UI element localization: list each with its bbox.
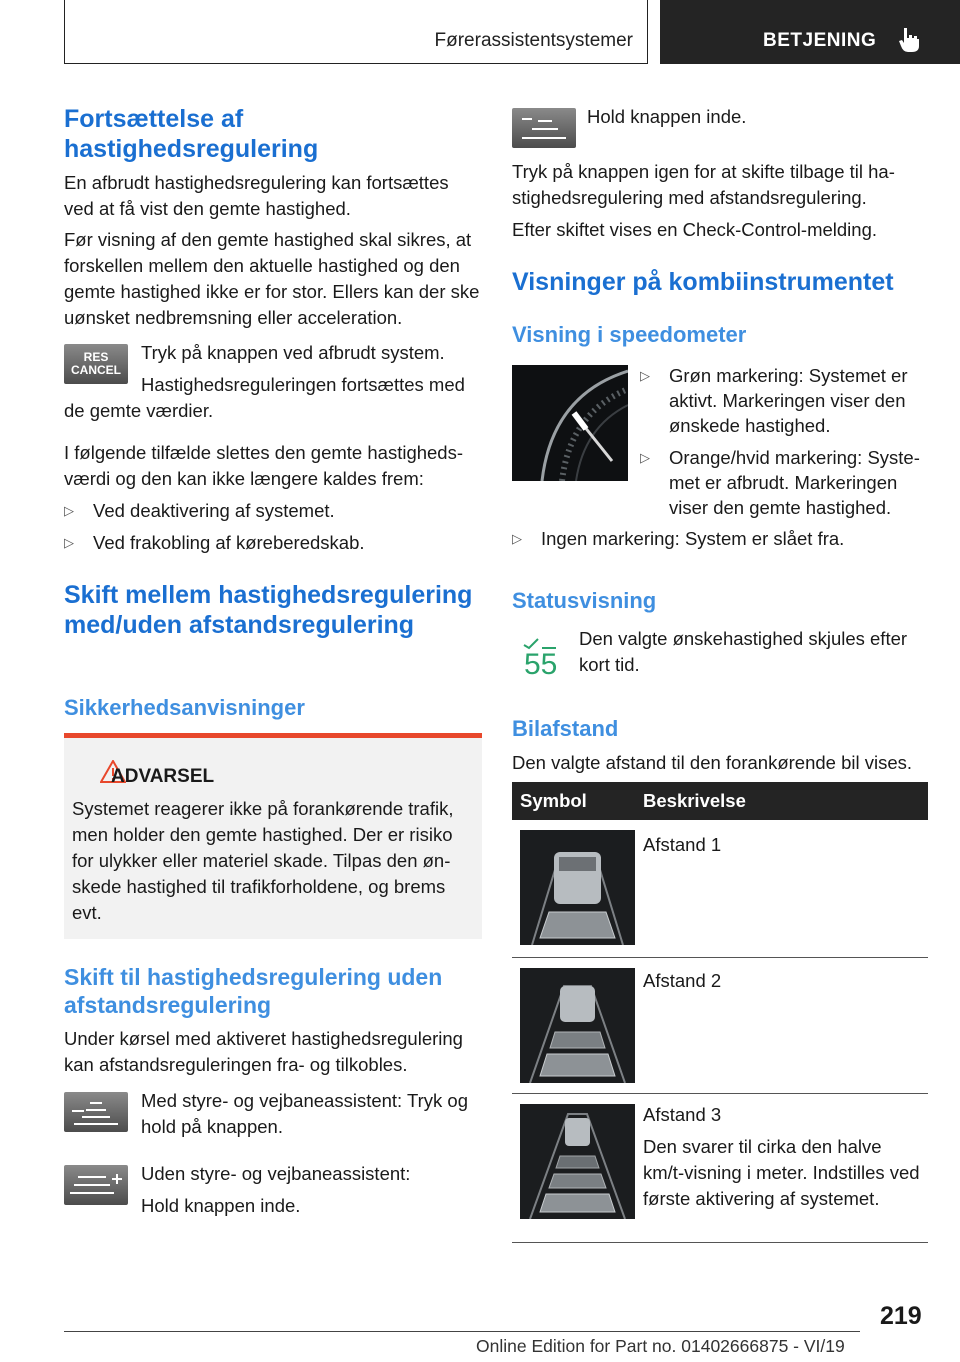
list-item-text: Ved deaktivering af systemet. (93, 500, 335, 521)
table-row (512, 820, 928, 958)
distance-plus-button-icon (64, 1165, 128, 1205)
res-instruction: Tryk på knappen ved afbrudt system. (141, 342, 445, 363)
warning-title: ADVARSEL (111, 766, 215, 787)
footer-divider (64, 1331, 860, 1332)
row-1-title: Afstand 1 (643, 834, 722, 855)
row-3-description: Den svarer til cirka den halve km/t-visning i meter. Indstilles ved første aktivering af systemet. (643, 1136, 920, 1209)
warning-box (64, 733, 482, 939)
paragraph-under-koersel: Under kørsel med aktiveret hastighedsregulering kan afstandsreguleringen fra- og tilkobles. (64, 1028, 463, 1075)
table-row (512, 958, 928, 1094)
paragraph-slettes: I følgende tilfælde slettes den gemte hastighedsværdi og den kan ikke længere kaldes frem: (64, 442, 464, 489)
header-section-title: Førerassistentsystemer (434, 30, 633, 51)
paragraph-fortsaettelse-2: Før visning af den gemte hastighed skal sikres, at forskellen mellem den aktuelle hastighed og den gemte hastighed ikke er for stor. Ellers kan der ske uønsket nedbremsning eller acceleration. (64, 229, 480, 328)
bilafstand-text: Den valgte afstand til den forankørende bil vises. (512, 752, 913, 773)
list-item-text: Orange/hvid markering: Systemet er afbrudt. Markeringen viser den gemte hastighed. (669, 447, 920, 518)
table-header (512, 782, 928, 820)
heading-visninger: Visninger på kombiinstrumentet (512, 268, 894, 296)
list-item (64, 530, 482, 555)
col-beskrivelse: Beskrivelse (643, 790, 746, 811)
paragraph-tryk-igen: Tryk på knappen igen for at skifte tilbage til hastighedsregulering med afstandsregulering. (512, 161, 895, 208)
cancel-label: CANCEL (71, 363, 121, 377)
list-item (640, 445, 928, 520)
distance-1-image (520, 830, 635, 945)
bullet-ingen (512, 526, 928, 551)
row-3-title: Afstand 3 (643, 1104, 722, 1125)
row-2-title: Afstand 2 (643, 970, 722, 991)
res-label: RES (83, 350, 109, 364)
list-item (512, 526, 928, 551)
heading-fortsaettelse: Fortsættelse af hastighedsregulering (64, 105, 319, 163)
list-item-text: Grøn markering: Systemet er aktivt. Markeringen viser den ønskede hastighed. (669, 365, 908, 436)
distance-button-icon (64, 1092, 128, 1132)
bullet-list-slettes (64, 498, 482, 555)
header-section-tab (64, 0, 648, 64)
paragraph-fortsaettelse-1: En afbrudt hastighedsregulering kan fortsættes ved at få vist den gemte hastighed. (64, 172, 449, 219)
distance-minus-button-icon (512, 108, 576, 148)
triangle-bullet-icon: ▷ (640, 450, 650, 465)
hold-text: Hold knappen inde. (587, 106, 747, 127)
status-text: Den valgte ønskehastighed skjules efter kort tid. (579, 628, 908, 675)
triangle-bullet-icon: ▷ (512, 531, 522, 546)
header-chapter-tab (660, 0, 960, 64)
warning-text: Systemet reagerer ikke på forankørende trafik, men holder den gemte hastighed. Der er risiko for ulykker eller materiel skade. Tilpas den ønskede hastighed til trafikforholdene, og brems evt. (72, 798, 454, 923)
table-row (512, 1094, 928, 1243)
heading-sikkerhedsanvisninger: Sikkerhedsanvisninger (64, 695, 305, 720)
uden-assistent-hold: Hold knappen inde. (141, 1195, 301, 1216)
triangle-bullet-icon: ▷ (640, 368, 650, 383)
list-item (64, 498, 482, 523)
distance-3-image (520, 1104, 635, 1219)
heading-skift-mellem: Skift mellem hastighedsregulering med/uden afstandsregulering (64, 581, 473, 639)
hand-pointer-icon (896, 26, 922, 54)
status-speed-number: 55 (524, 648, 558, 681)
med-assistent-text: Med styre- og vejbaneassistent: Tryk og hold på knappen. (141, 1090, 468, 1137)
distance-2-image (520, 968, 635, 1083)
heading-bilafstand: Bilafstand (512, 716, 619, 741)
triangle-bullet-icon: ▷ (64, 503, 74, 518)
speedometer-bullet-list (640, 363, 928, 520)
footer-edition: Online Edition for Part no. 01402666875 - VI/19 (476, 1336, 845, 1356)
distance-table (512, 782, 928, 1243)
list-item-text: Ingen markering: System er slået fra. (541, 528, 845, 549)
list-item (640, 363, 928, 438)
heading-speedometer: Visning i speedometer (512, 322, 747, 347)
paragraph-check-control: Efter skiftet vises en Check-Control-melding. (512, 219, 877, 240)
res-result: Hastighedsreguleringen fortsættes med de gemte værdier. (64, 374, 465, 421)
page-number: 219 (880, 1302, 922, 1330)
speedometer-marking-image (512, 365, 628, 481)
heading-statusvisning: Statusvisning (512, 588, 657, 613)
header-chapter-title: BETJENING (763, 30, 877, 51)
heading-skift-til: Skift til hastighedsregulering uden afstandsregulering (64, 964, 443, 1018)
col-symbol: Symbol (520, 790, 587, 811)
triangle-bullet-icon: ▷ (64, 535, 74, 550)
uden-assistent-text: Uden styre- og vejbaneassistent: (141, 1163, 411, 1184)
list-item-text: Ved frakobling af kørеberedskab. (93, 532, 365, 553)
